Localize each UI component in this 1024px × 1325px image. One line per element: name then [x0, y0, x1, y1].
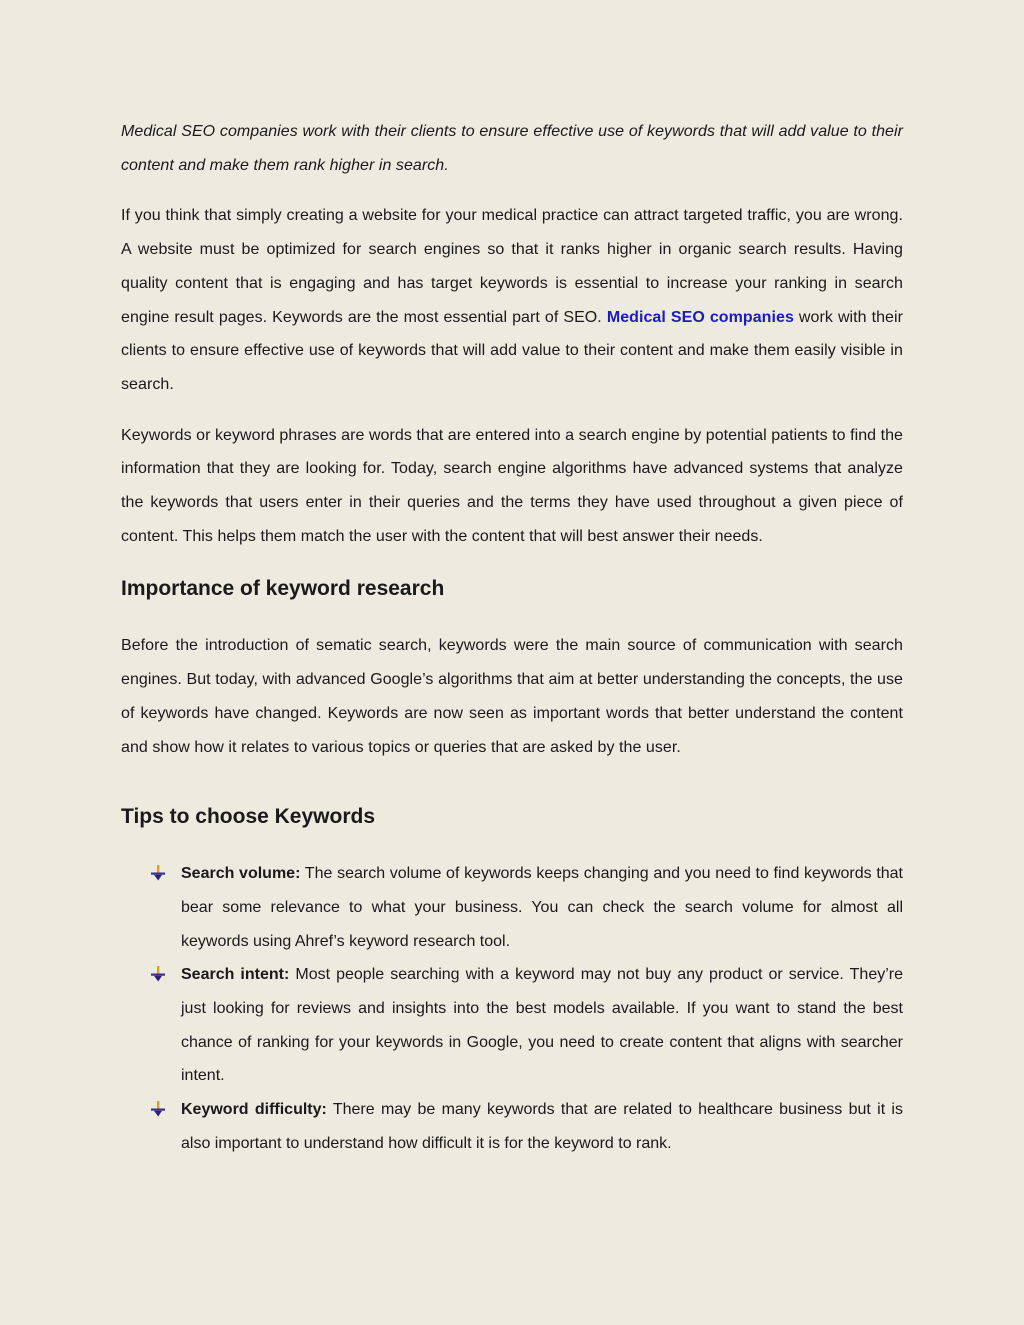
paragraph-text-before-link: If you think that simply creating a website for your medical practice can attract targeted traffic, you are wrong. A website must be optimized for search engines so that it ranks higher in organic search results. Having quality content that is engaging and has target keywords is essential to increase your ranking in search engine result pages. Keywords are the most essential part of SEO. — [121, 207, 903, 326]
medical-seo-companies-link[interactable]: Medical SEO companies — [606, 308, 794, 326]
tip-term: Search volume: — [181, 865, 301, 883]
list-item — [181, 1093, 903, 1160]
heading-tips-to-choose-keywords: Tips to choose Keywords — [121, 805, 375, 829]
list-item — [181, 857, 903, 958]
heading-importance-of-keyword-research: Importance of keyword research — [121, 577, 445, 601]
arrow-down-bullet-icon — [151, 865, 165, 881]
arrow-down-bullet-icon — [151, 1101, 165, 1117]
document-content — [121, 115, 903, 1161]
paragraph-text-after-link: work with their clients to ensure effective use of keywords that will add value to their content and make them easily visible in search. — [121, 308, 903, 393]
paragraph-importance-body: Before the introduction of sematic search, keywords were the main source of communication with search engines. But today, with advanced Google’s algorithms that aim at better understanding the concepts, the use of keywords have changed. Keywords are now seen as important words that better understand the content and show how it relates to various topics or queries that are asked by the user. — [121, 637, 903, 756]
arrow-down-bullet-icon — [151, 966, 165, 982]
tip-term: Search intent: — [181, 966, 290, 984]
paragraph-website-optimization — [121, 199, 903, 401]
list-item — [181, 958, 903, 1093]
tips-list — [121, 857, 903, 1160]
tip-text: Most people searching with a keyword may not buy any product or service. They’re just looking for reviews and insights into the best models available. If you want to stand the best chance of ranking for your keywords in Google, you need to create content that aligns with searcher intent. — [181, 966, 904, 1085]
tip-text: There may be many keywords that are related to healthcare business but it is also important to understand how difficult it is for the keyword to rank. — [181, 1101, 903, 1152]
paragraph-keyword-phrases: Keywords or keyword phrases are words that are entered into a search engine by potential patients to find the information that they are looking for. Today, search engine algorithms have advanced systems that analyze the keywords that users enter in their queries and the terms they have used throughout a given piece of content. This helps them match the user with the content that will best answer their needs. — [121, 426, 903, 545]
intro-paragraph: Medical SEO companies work with their clients to ensure effective use of keywords that will add value to their content and make them rank higher in search. — [121, 123, 903, 174]
tip-term: Keyword difficulty: — [181, 1101, 327, 1119]
tip-text: The search volume of keywords keeps changing and you need to find keywords that bear some relevance to what your business. You can check the search volume for almost all keywords using Ahref’s keyword research tool. — [181, 865, 904, 950]
